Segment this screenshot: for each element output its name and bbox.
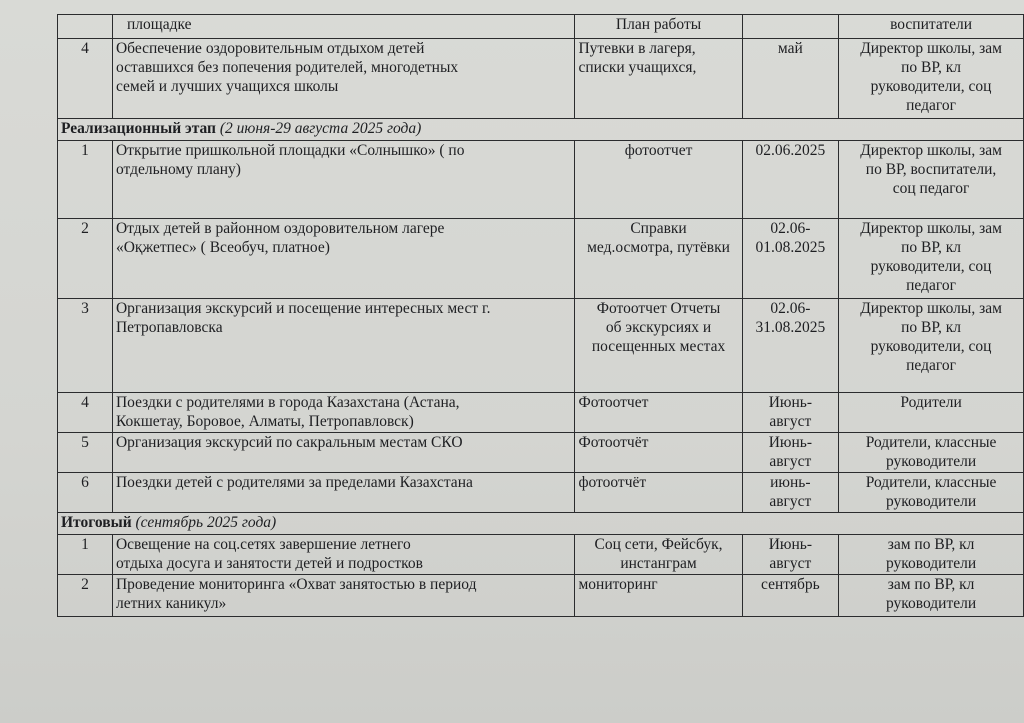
cell-num: 5 — [58, 433, 113, 473]
header-row — [58, 15, 1024, 39]
section-subtitle: (2 июня-29 августа 2025 года) — [219, 120, 422, 137]
cell-num: 1 — [58, 535, 113, 575]
cell-num: 4 — [58, 39, 113, 119]
cell-date: Июнь- август — [742, 393, 839, 433]
cell-responsible: зам по ВР, кл руководители — [839, 575, 1024, 617]
table-row — [58, 393, 1024, 433]
cell-responsible: Родители — [839, 393, 1024, 433]
section-row — [58, 513, 1024, 535]
cell-event: Открытие пришкольной площадки «Солнышко» ( по отдельному плану) — [112, 141, 574, 219]
cell-num: 4 — [58, 393, 113, 433]
cell-event: Поездки детей с родителями за пределами Казахстана — [112, 473, 574, 513]
table-row — [58, 575, 1024, 617]
cell-event: Организация экскурсий по сакральным местам СКО — [112, 433, 574, 473]
cell-event: Поездки с родителями в города Казахстана (Астана, Кокшетау, Боровое, Алматы, Петропавловск) — [112, 393, 574, 433]
cell-responsible: Директор школы, зам по ВР, кл руководители, соц педагог — [839, 299, 1024, 393]
cell-date: Июнь- август — [742, 433, 839, 473]
cell-responsible: зам по ВР, кл руководители — [839, 535, 1024, 575]
cell-form: Соц сети, Фейсбук, инстанграм — [575, 535, 742, 575]
cell-responsible: Директор школы, зам по ВР, воспитатели, соц педагог — [839, 141, 1024, 219]
cell-responsible: Родители, классные руководители — [839, 473, 1024, 513]
cell-num: 3 — [58, 299, 113, 393]
table-row — [58, 535, 1024, 575]
cell-date: 02.06.2025 — [742, 141, 839, 219]
cell-form: Фотоотчёт — [575, 433, 742, 473]
section-subtitle: (сентябрь 2025 года) — [135, 514, 277, 531]
plan-table — [57, 14, 1024, 617]
cell-form: мониторинг — [575, 575, 742, 617]
table-row — [58, 433, 1024, 473]
table-row — [58, 219, 1024, 299]
section-title: Реализационный этап — [61, 120, 216, 137]
section-heading-final — [58, 513, 1024, 535]
cell-form: Путевки в лагеря, списки учащихся, — [575, 39, 742, 119]
cell-date: сентябрь — [742, 575, 839, 617]
table-row — [58, 39, 1024, 119]
cell-form: План работы — [575, 15, 742, 39]
cell-responsible: воспитатели — [839, 15, 1024, 39]
cell-date: май — [742, 39, 839, 119]
cell-num: 6 — [58, 473, 113, 513]
section-row — [58, 119, 1024, 141]
cell-num: 2 — [58, 219, 113, 299]
cell-form: Фотоотчет — [575, 393, 742, 433]
cell-num: 2 — [58, 575, 113, 617]
cell-num: 1 — [58, 141, 113, 219]
cell-date: июнь- август — [742, 473, 839, 513]
cell-form: Справки мед.осмотра, путёвки — [575, 219, 742, 299]
cell-date: 02.06- 31.08.2025 — [742, 299, 839, 393]
cell-event: Организация экскурсий и посещение интересных мест г. Петропавловска — [112, 299, 574, 393]
table-row — [58, 299, 1024, 393]
cell-date: 02.06- 01.08.2025 — [742, 219, 839, 299]
cell-event: Проведение мониторинга «Охват занятостью в период летних каникул» — [112, 575, 574, 617]
cell-event: площадке — [112, 15, 574, 39]
cell-form: Фотоотчет Отчеты об экскурсиях и посещенных местах — [575, 299, 742, 393]
cell-event: Обеспечение оздоровительным отдыхом детей оставшихся без попечения родителей, многодетных семей и лучших учащихся школы — [112, 39, 574, 119]
cell-event: Освещение на соц.сетях завершение летнего отдыха досуга и занятости детей и подростков — [112, 535, 574, 575]
cell-date — [742, 15, 839, 39]
cell-event: Отдых детей в районном оздоровительном лагере «Оқжетпес» ( Всеобуч, платное) — [112, 219, 574, 299]
cell-responsible: Директор школы, зам по ВР, кл руководители, соц педагог — [839, 39, 1024, 119]
cell-form: фотоотчёт — [575, 473, 742, 513]
cell-responsible: Родители, классные руководители — [839, 433, 1024, 473]
cell-date: Июнь- август — [742, 535, 839, 575]
table-row — [58, 473, 1024, 513]
cell-form: фотоотчет — [575, 141, 742, 219]
section-title: Итоговый — [61, 514, 132, 531]
cell-responsible: Директор школы, зам по ВР, кл руководители, соц педагог — [839, 219, 1024, 299]
section-heading-implementation — [58, 119, 1024, 141]
cell-num — [58, 15, 113, 39]
table-row — [58, 141, 1024, 219]
